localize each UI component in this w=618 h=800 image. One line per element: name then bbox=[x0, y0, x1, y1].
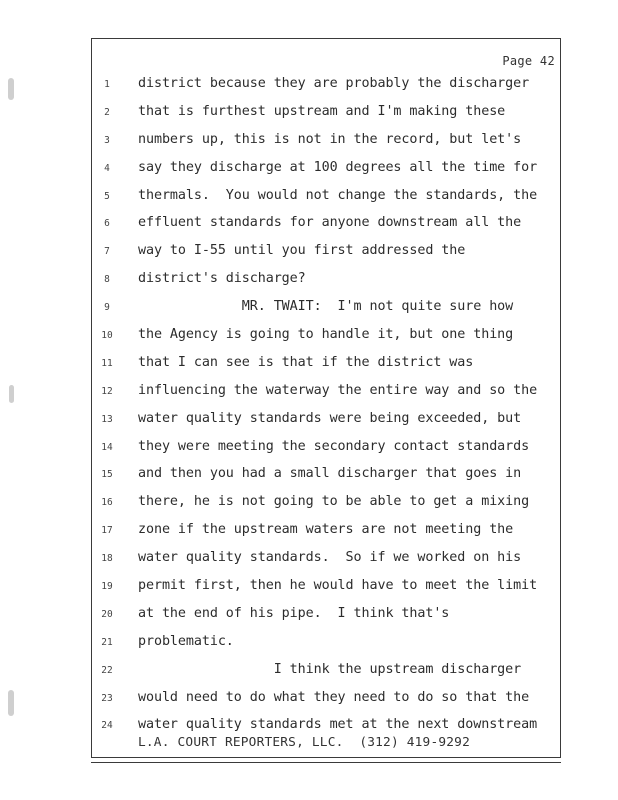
line-number: 8 bbox=[104, 274, 110, 286]
line-number: 3 bbox=[104, 134, 110, 146]
transcript-line: the Agency is going to handle it, but one thing bbox=[138, 327, 514, 343]
transcript-line: they were meeting the secondary contact standards bbox=[138, 438, 530, 454]
line-number: 21 bbox=[101, 636, 113, 648]
transcript-line: I think the upstream discharger bbox=[138, 661, 522, 677]
transcript-line: permit first, then he would have to meet the limit bbox=[138, 578, 538, 594]
line-number: 18 bbox=[101, 553, 113, 565]
line-number: 17 bbox=[101, 525, 113, 537]
line-number: 6 bbox=[104, 218, 110, 230]
transcript-line: and then you had a small discharger that goes in bbox=[138, 466, 522, 482]
transcript-line: say they discharge at 100 degrees all the time for bbox=[138, 159, 538, 175]
line-number: 9 bbox=[104, 302, 110, 314]
transcript-line: effluent standards for anyone downstream all the bbox=[138, 215, 522, 231]
line-number: 15 bbox=[101, 469, 113, 481]
transcript-line: district because they are probably the discharger bbox=[138, 76, 530, 91]
transcript-line: at the end of his pipe. I think that's bbox=[138, 605, 450, 621]
bottom-rule bbox=[91, 762, 561, 763]
transcript-line: there, he is not going to be able to get a mixing bbox=[138, 494, 530, 510]
line-number: 12 bbox=[101, 385, 113, 397]
line-number: 7 bbox=[104, 246, 110, 258]
line-number: 16 bbox=[101, 497, 113, 509]
binder-hole-mark bbox=[9, 385, 14, 403]
transcript-line: water quality standards were being exceeded, but bbox=[138, 410, 522, 426]
line-number: 11 bbox=[101, 357, 113, 369]
transcript-line: that is furthest upstream and I'm making these bbox=[138, 103, 506, 119]
line-number: 20 bbox=[101, 608, 113, 620]
transcript-line: MR. TWAIT: I'm not quite sure how bbox=[138, 299, 514, 315]
line-number: 1 bbox=[104, 79, 110, 90]
page-number: Page 42 bbox=[502, 54, 555, 68]
transcript-line: water quality standards met at the next downstream bbox=[138, 717, 538, 733]
transcript-line: problematic. bbox=[138, 633, 234, 649]
transcript-body bbox=[138, 74, 562, 743]
line-number: 19 bbox=[101, 581, 113, 593]
line-number: 10 bbox=[101, 330, 113, 342]
transcript-line: would need to do what they need to do so that the bbox=[138, 689, 530, 705]
transcript-line: thermals. You would not change the standards, the bbox=[138, 187, 538, 203]
line-number: 5 bbox=[104, 190, 110, 202]
line-number: 14 bbox=[101, 441, 113, 453]
binder-hole-mark bbox=[8, 78, 14, 100]
line-number: 23 bbox=[101, 692, 113, 704]
transcript-line: way to I-55 until you first addressed the bbox=[138, 243, 466, 259]
line-number: 2 bbox=[104, 106, 110, 118]
binder-hole-mark bbox=[8, 690, 14, 716]
line-number: 4 bbox=[104, 162, 110, 174]
transcript-line: numbers up, this is not in the record, but let's bbox=[138, 131, 522, 147]
transcript-line: district's discharge? bbox=[138, 271, 306, 287]
transcript-line: influencing the waterway the entire way and so the bbox=[138, 382, 538, 398]
reporter-footer: L.A. COURT REPORTERS, LLC. (312) 419-9292 bbox=[138, 735, 470, 750]
line-number-column bbox=[96, 76, 126, 745]
line-number: 22 bbox=[101, 664, 113, 676]
line-number: 13 bbox=[101, 413, 113, 425]
transcript-line: that I can see is that if the district was bbox=[138, 354, 474, 370]
transcript-line: zone if the upstream waters are not meeting the bbox=[138, 522, 514, 538]
line-number: 24 bbox=[101, 720, 113, 732]
transcript-line: water quality standards. So if we worked on his bbox=[138, 550, 522, 566]
